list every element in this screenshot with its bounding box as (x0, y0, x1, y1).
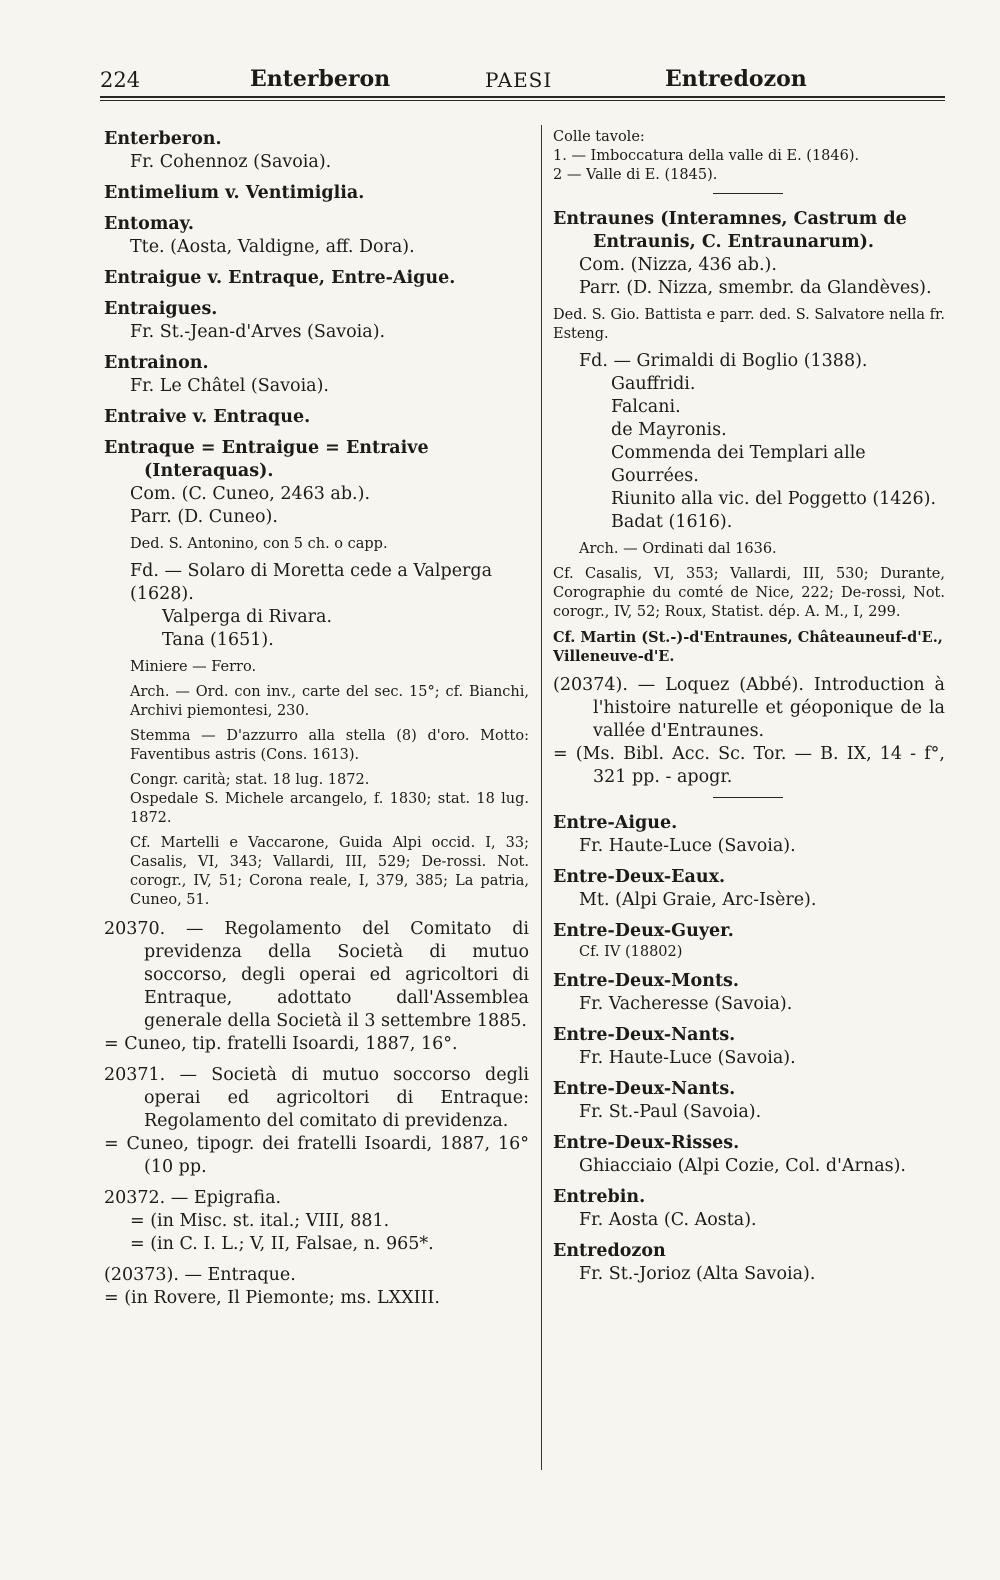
item-20373 (104, 1264, 529, 1310)
left-running-head: Enterberon (250, 66, 391, 92)
entry-line: Fd. — Solaro di Moretta cede a Valperga (1628). (130, 561, 493, 604)
entry-line: Ghiacciaio (Alpi Cozie, Col. d'Arnas). (579, 1156, 906, 1176)
entry-colle-tavole (553, 128, 945, 185)
page-number: 224 (100, 68, 141, 92)
item-20371 (104, 1064, 529, 1179)
entry-line: Mt. (Alpi Graie, Arc-Isère). (579, 890, 817, 910)
entry-line: Fr. Aosta (C. Aosta). (579, 1210, 757, 1230)
item-20372 (104, 1187, 529, 1256)
entry-line: Ded. S. Gio. Battista e parr. ded. S. Salvatore nella fr. Esteng. (553, 307, 945, 342)
entry-line: 2 — Valle di E. (1845). (553, 167, 718, 183)
entry-entimelium (104, 182, 529, 205)
entry-line: Fr. St.-Jorioz (Alta Savoia). (579, 1264, 816, 1284)
entry-line: Cf. IV (18802) (579, 944, 683, 960)
section-rule (713, 797, 783, 798)
entry-line: Stemma — D'azzurro alla stella (8) d'oro. Motto: Faventibus astris (Cons. 1613). (130, 728, 529, 763)
entry-head: Entraunes (Interamnes, Castrum de Entraunis, C. Entraunarum). (553, 209, 907, 252)
right-column (553, 128, 945, 1294)
left-column (104, 128, 529, 1318)
entry-line: Valperga di Rivara. (162, 607, 333, 627)
entry-head: Entraque = Entraigue = Entraive (Interaquas). (104, 438, 429, 481)
entry-line: Gauffridi. (611, 374, 696, 394)
entry-line: Miniere — Ferro. (130, 659, 257, 675)
header-rule-thin (100, 100, 945, 101)
entry-entrebin (553, 1186, 945, 1232)
entry-enterberon (104, 128, 529, 174)
entry-head: Entre-Deux-Monts. (553, 971, 739, 991)
entry-entre-deux-guyer (553, 920, 945, 962)
entry-line: Badat (1616). (611, 512, 733, 532)
bib-ref: = (Ms. Bibl. Acc. Sc. Tor. — B. IX, 14 - f°, 321 pp. - apogr. (553, 744, 945, 787)
column-divider (541, 125, 542, 1470)
entry-head: Entre-Aigue. (553, 813, 678, 833)
entry-entraque (104, 437, 529, 910)
entry-line: Parr. (D. Nizza, smembr. da Glandèves). (579, 278, 932, 298)
bib-ref: = (in C. I. L.; V, II, Falsae, n. 965*. (130, 1234, 434, 1254)
entry-line: Cf. Martelli e Vaccarone, Guida Alpi occid. I, 33; Casalis, VI, 343; Vallardi, III, 529; De-rossi. Not. corogr., IV, 51; Corona reale, I, 379, 385; La patria, Cuneo, 51. (130, 835, 529, 908)
entry-entredozon (553, 1240, 945, 1286)
entry-entre-aigue (553, 812, 945, 858)
item-20370 (104, 918, 529, 1056)
entry-head: Enterberon. (104, 129, 222, 149)
entry-head: Entredozon (553, 1241, 666, 1261)
entry-line: Tte. (Aosta, Valdigne, aff. Dora). (130, 237, 415, 257)
entry-line: Arch. — Ord. con inv., carte del sec. 15°; cf. Bianchi, Archivi piemontesi, 230. (130, 684, 529, 719)
header-rule (100, 96, 945, 98)
running-header (100, 62, 945, 98)
entry-line: 1. — Imboccatura della valle di E. (1846). (553, 148, 860, 164)
entry-line: Fd. — Grimaldi di Boglio (1388). (579, 351, 868, 371)
entry-head: Entimelium v. Ventimiglia. (104, 183, 365, 203)
center-running-head: PAESI (485, 68, 553, 92)
entry-line: Cf. Martin (St.-)-d'Entraunes, Châteauneuf-d'E., Villeneuve-d'E. (553, 629, 943, 665)
entry-entre-deux-monts (553, 970, 945, 1016)
entry-entre-deux-nants-2 (553, 1078, 945, 1124)
entry-entraigues (104, 298, 529, 344)
entry-head: Entre-Deux-Eaux. (553, 867, 726, 887)
entry-entraigue (104, 267, 529, 290)
entry-line: Fr. Vacheresse (Savoia). (579, 994, 793, 1014)
bib-entry: 20370. — Regolamento del Comitato di previdenza della Società di mutuo soccorso, degli operai ed agricoltori di Entraque, adottato dall'Assemblea generale della Società il 3 settembre 1885. (104, 919, 529, 1031)
entry-entomay (104, 213, 529, 259)
entry-head: Entrebin. (553, 1187, 646, 1207)
entry-entrainon (104, 352, 529, 398)
entry-entre-deux-risses (553, 1132, 945, 1178)
entry-line: Fr. Haute-Luce (Savoia). (579, 836, 796, 856)
entry-line: Tana (1651). (162, 630, 274, 650)
entry-line: Parr. (D. Cuneo). (130, 507, 278, 527)
entry-line: Com. (Nizza, 436 ab.). (579, 255, 777, 275)
bib-pub: = Cuneo, tipogr. dei fratelli Isoardi, 1887, 16° (10 pp. (104, 1134, 529, 1177)
entry-line: Ded. S. Antonino, con 5 ch. o capp. (130, 536, 388, 552)
entry-line: de Mayronis. (611, 420, 727, 440)
entry-entre-deux-eaux (553, 866, 945, 912)
entry-head: Entre-Deux-Guyer. (553, 921, 734, 941)
item-20374 (553, 674, 945, 789)
section-rule (713, 193, 783, 194)
entry-entraive (104, 406, 529, 429)
entry-line: Commenda dei Templari alle Gourrées. (611, 443, 866, 486)
entry-head: Entraigue v. Entraque, Entre-Aigue. (104, 268, 456, 288)
entry-line: Colle tavole: (553, 129, 645, 145)
entry-line: Fr. Haute-Luce (Savoia). (579, 1048, 796, 1068)
entry-line: Falcani. (611, 397, 681, 417)
right-running-head: Entredozon (665, 66, 807, 92)
bib-entry: (20374). — Loquez (Abbé). Introduction à l'histoire naturelle et géoponique de la vallée d'Entraunes. (553, 675, 945, 741)
entry-head: Entre-Deux-Risses. (553, 1133, 740, 1153)
bib-entry: (20373). — Entraque. (104, 1265, 296, 1285)
bib-entry: 20371. — Società di mutuo soccorso degli operai ed agricoltori di Entraque: Regolamento del comitato di previdenza. (104, 1065, 529, 1131)
entry-head: Entraive v. Entraque. (104, 407, 311, 427)
entry-line: Fr. St.-Jean-d'Arves (Savoia). (130, 322, 386, 342)
bib-entry: 20372. — Epigrafia. (104, 1188, 282, 1208)
entry-head: Entre-Deux-Nants. (553, 1025, 736, 1045)
bib-ref: = (in Misc. st. ital.; VIII, 881. (130, 1211, 390, 1231)
entry-entraunes (553, 208, 945, 666)
entry-head: Entrainon. (104, 353, 209, 373)
entry-line: Fr. Le Châtel (Savoia). (130, 376, 329, 396)
entry-line: Fr. St.-Paul (Savoia). (579, 1102, 762, 1122)
entry-entre-deux-nants-1 (553, 1024, 945, 1070)
entry-line: Cf. Casalis, VI, 353; Vallardi, III, 530; Durante, Corographie du comté de Nice, 222; De-rossi, Not. corogr., IV, 52; Roux, Statist. dép. A. M., I, 299. (553, 566, 945, 620)
entry-line: Ospedale S. Michele arcangelo, f. 1830; stat. 18 lug. 1872. (130, 791, 529, 826)
entry-line: Congr. carità; stat. 18 lug. 1872. (130, 772, 370, 788)
entry-line: Arch. — Ordinati dal 1636. (579, 541, 777, 557)
bib-ref: = (in Rovere, Il Piemonte; ms. LXXIII. (104, 1288, 440, 1308)
entry-head: Entomay. (104, 214, 194, 234)
entry-line: Fr. Cohennoz (Savoia). (130, 152, 332, 172)
entry-head: Entraigues. (104, 299, 218, 319)
entry-head: Entre-Deux-Nants. (553, 1079, 736, 1099)
entry-line: Com. (C. Cuneo, 2463 ab.). (130, 484, 371, 504)
entry-line: Riunito alla vic. del Poggetto (1426). (611, 489, 937, 509)
bib-pub: = Cuneo, tip. fratelli Isoardi, 1887, 16°. (104, 1034, 458, 1054)
